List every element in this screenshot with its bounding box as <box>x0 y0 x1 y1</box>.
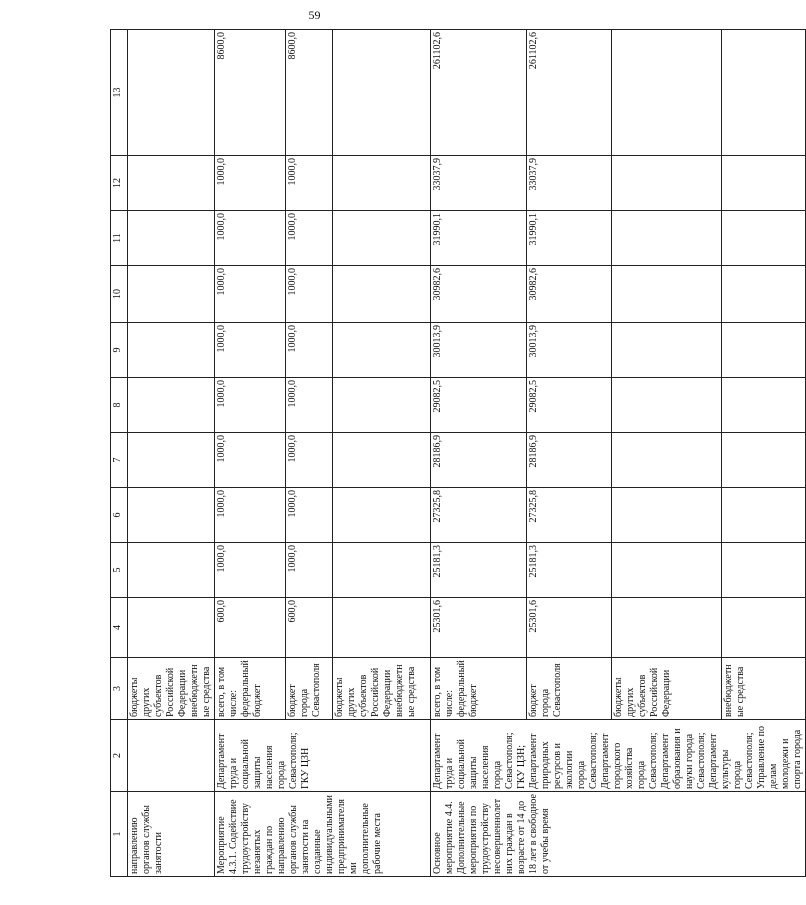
executor-cell: Департамент труда и социальной защиты населения города Севастополя; ГКУ ЦЗН; Департамент природных ресурсов и экологии города Севастополя; Департамент городского хозяйства города Севастополя; Департамент образования и науки города Севастополя; Департамент культуры города Севастополя; Управление по делам молодежи и спорта города <box>431 720 806 792</box>
rotated-table-wrapper <box>110 30 803 877</box>
value-cell <box>128 156 215 211</box>
column-header-5: 5 <box>111 543 128 598</box>
funding-source-cell: бюджет города Севастополя <box>286 658 333 720</box>
value-cell: 25181,3 <box>431 543 527 598</box>
value-cell <box>128 30 215 156</box>
value-cell: 28186,9 <box>431 433 527 488</box>
value-cell: 261102,6 <box>431 30 527 156</box>
value-cell <box>128 488 215 543</box>
funding-source-cell: внебюджетные средства <box>722 658 806 720</box>
value-cell <box>722 543 806 598</box>
value-cell: 1000,0 <box>286 211 333 266</box>
value-cell <box>722 433 806 488</box>
value-cell <box>612 266 722 323</box>
activity-name-cell: Мероприятие 4.3.1. Содействие трудоустройству незанятых граждан по направлению органов службы занятости на созданные индивидуальными предпринимателями дополнительные рабочие места <box>215 792 431 877</box>
value-cell <box>333 488 431 543</box>
value-cell <box>128 598 215 658</box>
column-header-11: 11 <box>111 211 128 266</box>
value-cell <box>128 211 215 266</box>
value-cell: 30013,9 <box>526 323 611 378</box>
value-cell: 600,0 <box>215 598 286 658</box>
column-header-2: 2 <box>111 720 128 792</box>
value-cell: 33037,9 <box>431 156 527 211</box>
value-cell: 1000,0 <box>286 433 333 488</box>
value-cell <box>722 266 806 323</box>
value-cell <box>333 323 431 378</box>
value-cell: 1000,0 <box>215 488 286 543</box>
column-header-7: 7 <box>111 433 128 488</box>
table-row <box>215 30 286 877</box>
value-cell <box>612 156 722 211</box>
funding-source-cell: бюджеты других субъектов Российской Федерации внебюджетные средства <box>333 658 431 720</box>
value-cell <box>722 378 806 433</box>
value-cell <box>612 488 722 543</box>
value-cell: 8600,0 <box>215 30 286 156</box>
value-cell: 30982,6 <box>431 266 527 323</box>
funding-source-cell: бюджеты других субъектов Российской Федерации внебюджетные средства <box>128 658 215 720</box>
value-cell <box>612 598 722 658</box>
value-cell: 1000,0 <box>215 211 286 266</box>
value-cell <box>722 211 806 266</box>
value-cell: 1000,0 <box>215 323 286 378</box>
funding-source-cell: всего, в том числе: федеральный бюджет <box>431 658 527 720</box>
value-cell: 8600,0 <box>286 30 333 156</box>
value-cell: 1000,0 <box>215 156 286 211</box>
value-cell <box>333 433 431 488</box>
activity-name-cell: направлению органов службы занятости <box>128 792 215 877</box>
value-cell: 33037,9 <box>526 156 611 211</box>
value-cell: 31990,1 <box>526 211 611 266</box>
column-header-3: 3 <box>111 658 128 720</box>
value-cell: 1000,0 <box>215 378 286 433</box>
value-cell: 1000,0 <box>215 433 286 488</box>
table-row <box>431 30 527 877</box>
value-cell: 25301,6 <box>526 598 611 658</box>
value-cell <box>128 323 215 378</box>
value-cell <box>128 433 215 488</box>
column-header-1: 1 <box>111 792 128 877</box>
column-header-13: 13 <box>111 30 128 156</box>
value-cell <box>128 266 215 323</box>
funding-source-cell: всего, в том числе: федеральный бюджет <box>215 658 286 720</box>
value-cell <box>612 211 722 266</box>
column-header-9: 9 <box>111 323 128 378</box>
value-cell <box>612 30 722 156</box>
table-row <box>128 30 215 877</box>
column-header-10: 10 <box>111 266 128 323</box>
value-cell: 1000,0 <box>286 488 333 543</box>
value-cell <box>722 30 806 156</box>
executor-cell <box>128 720 215 792</box>
value-cell <box>722 156 806 211</box>
value-cell <box>722 488 806 543</box>
value-cell: 28186,9 <box>526 433 611 488</box>
value-cell: 1000,0 <box>286 323 333 378</box>
value-cell: 25181,3 <box>526 543 611 598</box>
column-header-6: 6 <box>111 488 128 543</box>
page-number: 59 <box>308 8 321 22</box>
value-cell: 30982,6 <box>526 266 611 323</box>
value-cell: 1000,0 <box>286 543 333 598</box>
funding-source-cell: бюджеты других субъектов Российской Федерации <box>612 658 722 720</box>
column-header-4: 4 <box>111 598 128 658</box>
value-cell <box>128 543 215 598</box>
value-cell: 30013,9 <box>431 323 527 378</box>
value-cell: 29082,5 <box>526 378 611 433</box>
value-cell <box>722 598 806 658</box>
funding-source-cell: бюджет города Севастополя <box>526 658 611 720</box>
value-cell: 1000,0 <box>286 156 333 211</box>
value-cell: 27325,8 <box>526 488 611 543</box>
value-cell: 1000,0 <box>286 378 333 433</box>
header-row <box>111 30 128 877</box>
budget-table <box>110 29 806 877</box>
value-cell <box>128 378 215 433</box>
value-cell <box>612 543 722 598</box>
value-cell <box>722 323 806 378</box>
column-header-8: 8 <box>111 378 128 433</box>
value-cell <box>333 211 431 266</box>
value-cell: 600,0 <box>286 598 333 658</box>
value-cell: 27325,8 <box>431 488 527 543</box>
value-cell <box>333 266 431 323</box>
value-cell: 1000,0 <box>215 543 286 598</box>
value-cell: 1000,0 <box>215 266 286 323</box>
value-cell: 29082,5 <box>431 378 527 433</box>
value-cell: 25301,6 <box>431 598 527 658</box>
value-cell: 1000,0 <box>286 266 333 323</box>
activity-name-cell: Основное мероприятие 4.4. Дополнительные мероприятия по трудоустройству несовершеннолетних граждан в возрасте от 14 до 18 лет в свободное от учебы время <box>431 792 806 877</box>
column-header-12: 12 <box>111 156 128 211</box>
value-cell: 261102,6 <box>526 30 611 156</box>
value-cell <box>612 323 722 378</box>
value-cell: 31990,1 <box>431 211 527 266</box>
value-cell <box>333 30 431 156</box>
value-cell <box>333 378 431 433</box>
executor-cell: Департамент труда и социальной защиты населения города Севастополя; ГКУ ЦЗН <box>215 720 431 792</box>
value-cell <box>333 543 431 598</box>
value-cell <box>612 378 722 433</box>
value-cell <box>612 433 722 488</box>
value-cell <box>333 156 431 211</box>
value-cell <box>333 598 431 658</box>
